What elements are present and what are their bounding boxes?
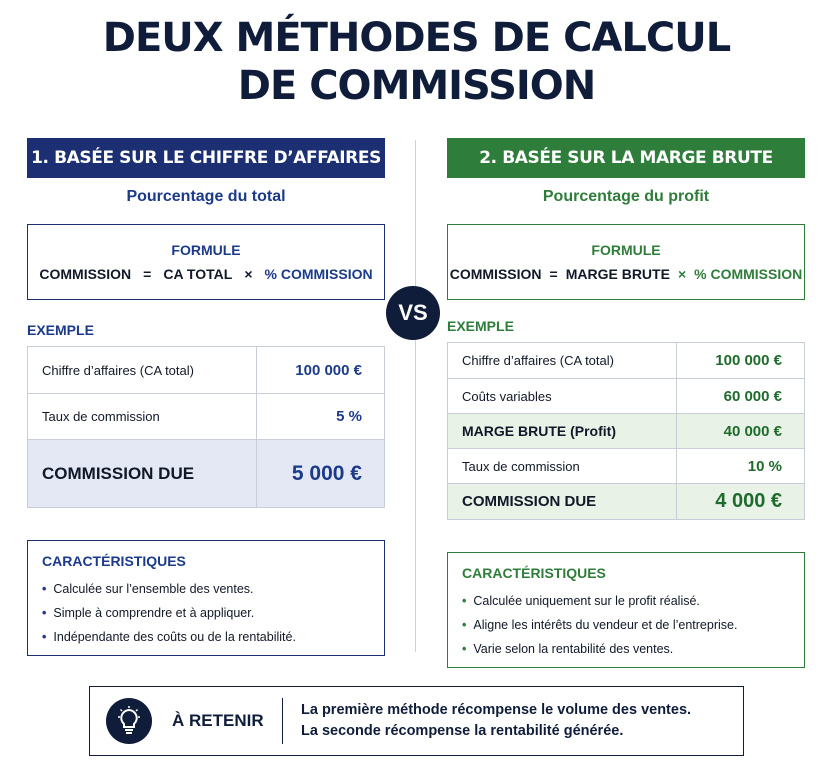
table-row [448, 378, 804, 413]
method-margin-column [447, 138, 805, 668]
takeaway-line-2: La seconde récompense la rentabilité générée. [301, 723, 624, 739]
takeaway-separator [282, 698, 283, 744]
bullet-icon: • [42, 582, 47, 596]
list-item [42, 625, 370, 649]
page-title-line-1: DEUX MÉTHODES DE CALCUL [102, 15, 731, 61]
row-label: Coûts variables [448, 379, 677, 413]
row-label: Taux de commission [448, 449, 677, 483]
key-takeaway-box [89, 686, 744, 756]
list-item-text: Aligne les intérêts du vendeur et de l’entreprise. [473, 618, 738, 632]
row-value: 100 000 € [295, 361, 362, 379]
row-value: 100 000 € [715, 352, 782, 369]
formula-label: FORMULE [591, 242, 661, 258]
gross-margin-row [448, 413, 804, 448]
row-value: 40 000 € [723, 422, 782, 440]
method-1-formula-box [27, 224, 385, 300]
formula-term-1: MARGE BRUTE [565, 266, 670, 282]
list-item [462, 637, 790, 661]
row-value: 10 % [747, 457, 782, 475]
row-label: Taux de commission [28, 394, 257, 439]
row-value: 60 000 € [723, 387, 782, 405]
formula-equals: = [143, 266, 152, 282]
formula-label: FORMULE [171, 242, 241, 258]
list-item [462, 613, 790, 637]
exemple-label: EXEMPLE [447, 318, 514, 334]
formula-lhs: COMMISSION [449, 266, 542, 282]
table-row [448, 343, 804, 378]
table-row [28, 393, 384, 439]
row-value: 5 % [336, 408, 362, 425]
characteristics-title: CARACTÉRISTIQUES [42, 553, 186, 569]
formula-multiply: × [677, 266, 687, 282]
method-2-banner: 2. BASÉE SUR LA MARGE BRUTE [447, 138, 805, 178]
list-item [42, 577, 370, 601]
formula-expression [450, 266, 803, 282]
page-title [0, 14, 833, 110]
list-item-text: Calculée sur l’ensemble des ventes. [53, 582, 254, 596]
characteristics-box [27, 540, 385, 656]
method-1-banner: 1. BASÉE SUR LE CHIFFRE D’AFFAIRES [27, 138, 385, 178]
bullet-icon: • [42, 630, 47, 644]
commission-due-row [448, 483, 804, 519]
method-revenue-column [27, 138, 385, 656]
commission-due-row [28, 439, 384, 507]
bullet-icon: • [42, 606, 47, 620]
list-item-text: Simple à comprendre et à appliquer. [53, 606, 255, 620]
page-title-line-2: DE COMMISSION [237, 63, 596, 109]
method-2-subtitle: Pourcentage du profit [542, 188, 710, 205]
characteristics-title: CARACTÉRISTIQUES [462, 565, 606, 581]
bullet-icon: • [462, 642, 467, 656]
takeaway-label: À RETENIR [172, 711, 264, 730]
method-2-formula-box [447, 224, 805, 300]
bullet-icon: • [462, 618, 467, 632]
formula-lhs: COMMISSION [39, 266, 132, 282]
characteristics-box [447, 552, 805, 668]
row-label: Chiffre d’affaires (CA total) [28, 347, 257, 393]
method-1-subtitle: Pourcentage du total [126, 188, 286, 205]
row-label: MARGE BRUTE (Profit) [448, 414, 677, 448]
formula-equals: = [549, 266, 558, 282]
list-item-text: Calculée uniquement sur le profit réalisé. [473, 594, 700, 608]
list-item-text: Indépendante des coûts ou de la rentabilité. [53, 630, 296, 644]
exemple-table [447, 342, 805, 520]
takeaway-line-1: La première méthode récompense le volume des ventes. [301, 702, 692, 718]
column-divider [415, 140, 416, 652]
table-row [448, 448, 804, 483]
row-label: Chiffre d’affaires (CA total) [448, 343, 677, 378]
row-label: COMMISSION DUE [28, 440, 257, 507]
formula-multiply: × [244, 266, 253, 282]
row-value: 4 000 € [715, 490, 782, 512]
list-item [42, 601, 370, 625]
table-row [28, 347, 384, 393]
exemple-label: EXEMPLE [27, 322, 94, 338]
formula-term-1: CA TOTAL [163, 266, 233, 282]
exemple-table [27, 346, 385, 508]
formula-term-2: % COMMISSION [264, 266, 373, 282]
row-value: 5 000 € [291, 461, 362, 485]
lightbulb-icon [106, 698, 152, 744]
list-item-text: Varie selon la rentabilité des ventes. [473, 642, 674, 656]
row-label: COMMISSION DUE [448, 484, 677, 519]
takeaway-text [301, 700, 691, 742]
bullet-icon: • [462, 594, 467, 608]
list-item [462, 589, 790, 613]
formula-term-2: % COMMISSION [694, 266, 803, 282]
formula-expression [39, 266, 372, 282]
vs-badge: VS [386, 286, 440, 340]
